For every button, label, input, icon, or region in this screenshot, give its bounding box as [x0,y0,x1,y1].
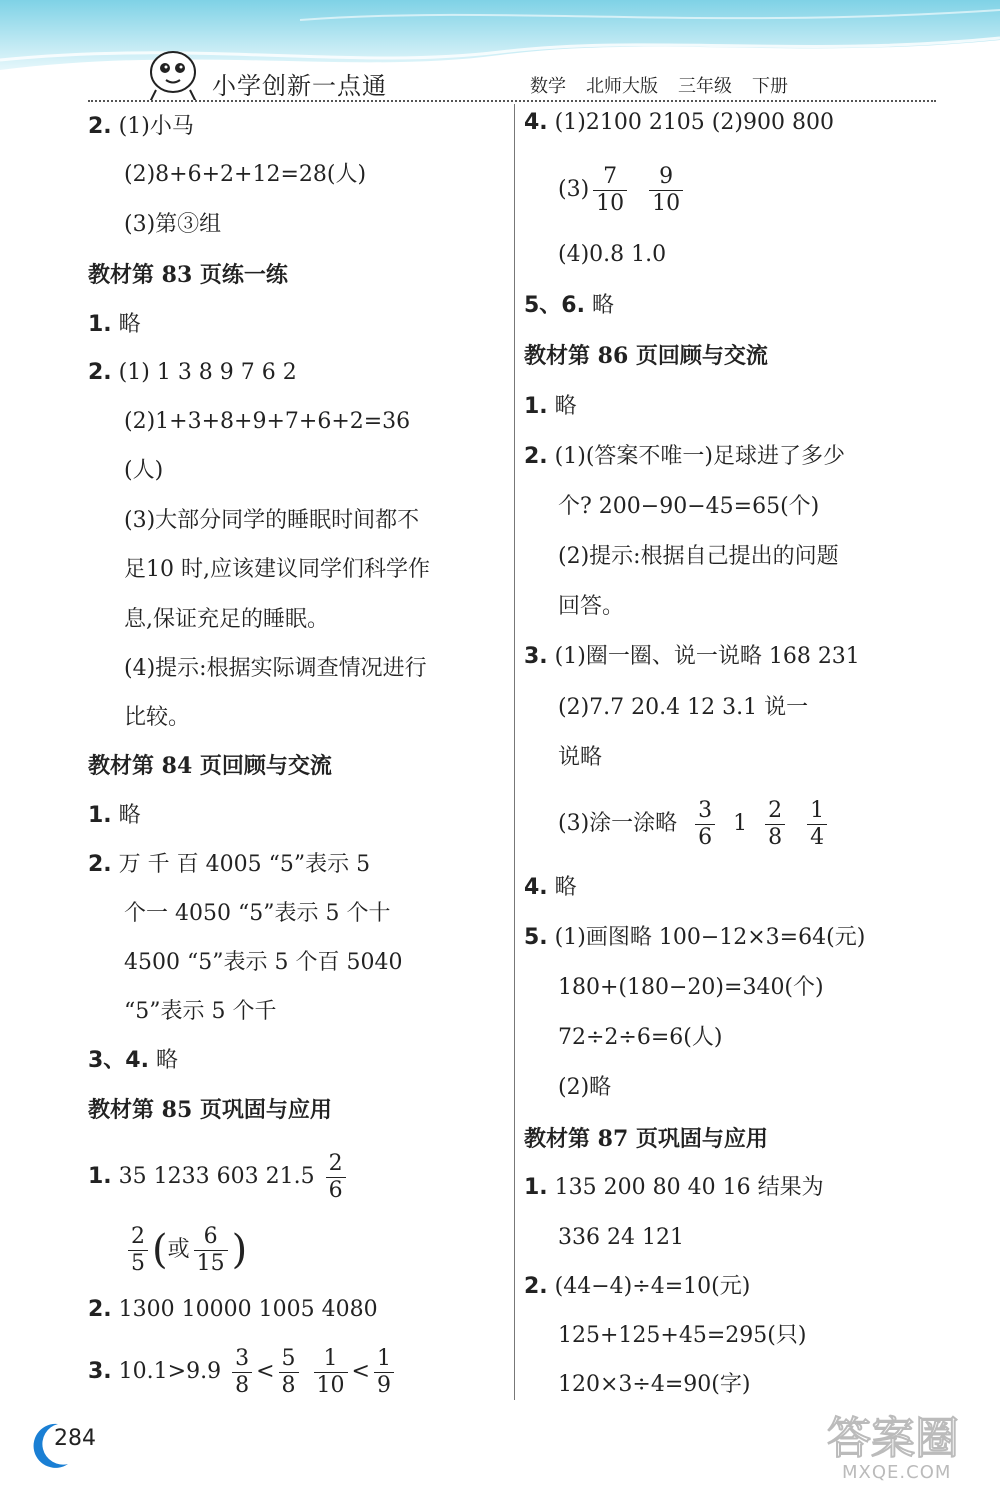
answer-line: 比较。 [124,705,191,730]
section-heading: 教材第 86 页回顾与交流 [524,343,768,369]
answer-line: 个一 4050 “5”表示 5 个十 [124,901,391,926]
book-title: 小学创新一点通 [212,72,387,100]
answer-line: 1. 略 [524,394,577,419]
edition-label: 北师大版 [586,76,658,97]
section-heading: 教材第 83 页练一练 [88,262,288,288]
book-info [530,72,808,98]
page-number: 284 [54,1426,96,1451]
answer-line: 息,保证充足的睡眠。 [124,607,329,632]
answer-line: 125+125+45=295(只) [558,1323,807,1348]
answer-line: 5、6. 略 [524,293,614,318]
answer-line: $\frac{2}{5}$ (或 $\frac{6}{15}$ ) [124,1220,247,1280]
volume-label: 下册 [752,76,788,97]
answer-line: (3)大部分同学的睡眠时间都不 [124,508,420,533]
watermark-url: MXQE.COM [842,1462,952,1483]
answer-line: 个? 200−90−45=65(个) [558,494,820,519]
section-heading: 教材第 85 页巩固与应用 [88,1097,332,1123]
header-divider [88,100,936,102]
answer-line: 4500 “5”表示 5 个百 5040 [124,950,403,975]
answer-line: 1. 略 [88,312,141,337]
answer-line: (3) $\frac{7}{10}$ $\frac{9}{10}$ [558,160,687,220]
section-heading: 教材第 84 页回顾与交流 [88,753,332,779]
answer-line: 180+(180−20)=340(个) [558,975,824,1000]
fraction: $\frac{6}{15}$ [194,1224,228,1277]
answer-line: 1. 35 1233 603 21.5 $\frac{2}{6}$ [88,1147,350,1207]
answer-line: 3. 10.1>9.9 $\frac{3}{8}$ < $\frac{5}{8}$ $\frac{1}{10}$ < $\frac{1}{9}$ [88,1342,398,1402]
section-heading: 教材第 87 页巩固与应用 [524,1126,768,1152]
answer-line: (2)1+3+8+9+7+6+2=36 [124,409,411,434]
fraction: $\frac{2}{6}$ [326,1151,346,1204]
answer-line: 336 24 121 [558,1225,684,1250]
answer-line: 2. (44−4)÷4=10(元) [524,1274,751,1299]
answer-line: (2)略 [558,1075,612,1100]
answer-line: 3、4. 略 [88,1048,178,1073]
answer-line: 2. 1300 10000 1005 4080 [88,1297,378,1322]
column-divider [514,104,515,1400]
subject-label: 数学 [530,76,566,97]
answer-line: 4. 略 [524,875,577,900]
fraction: $\frac{2}{5}$ [128,1224,148,1277]
answer-line: 说略 [558,745,603,770]
answer-line: 5. (1)画图略 100−12×3=64(元) [524,925,866,950]
answer-line: “5”表示 5 个千 [124,999,277,1024]
fraction: $\frac{9}{10}$ [649,164,683,217]
answer-line: 3. (1)圈一圈、说一说略 168 231 [524,644,860,669]
answer-line: 1. 135 200 80 40 16 结果为 [524,1175,824,1200]
answer-line: 4. (1)2100 2105 (2)900 800 [524,110,834,135]
header-banner [0,0,1000,100]
answer-line: 1. 略 [88,803,141,828]
answer-line: (人) [124,458,164,483]
mascot-icon [138,40,218,100]
fraction: $\frac{1}{9}$ [374,1346,394,1399]
answer-line: 72÷2÷6=6(人) [558,1025,723,1050]
fraction: $\frac{1}{4}$ [807,798,827,851]
fraction: $\frac{2}{8}$ [765,798,785,851]
grade-label: 三年级 [678,76,732,97]
answer-line: (3)涂一涂略 $\frac{3}{6}$ 1 $\frac{2}{8}$ $\frac{1}{4}$ [558,794,831,854]
answer-line: (4)提示:根据实际调查情况进行 [124,656,427,681]
fraction: $\frac{5}{8}$ [279,1346,299,1399]
answer-line: 回答。 [558,594,625,619]
watermark-text: 答案圈 [827,1413,959,1464]
answer-line: 2. (1) 1 3 8 9 7 6 2 [88,360,297,385]
answer-line: (2)提示:根据自己提出的问题 [558,544,839,569]
fraction: $\frac{3}{8}$ [232,1346,252,1399]
answer-line: (2)8+6+2+12=28(人) [124,162,367,187]
answer-line: (3)第③组 [124,212,222,237]
answer-line: 2. (1)小马 [88,114,194,139]
fraction: $\frac{7}{10}$ [593,164,627,217]
answer-line: 2. 万 千 百 4005 “5”表示 5 [88,852,371,877]
fraction: $\frac{1}{10}$ [314,1346,348,1399]
answer-line: 120×3÷4=90(字) [558,1372,751,1397]
answer-line: (2)7.7 20.4 12 3.1 说一 [558,695,809,720]
answer-line: 足10 时,应该建议同学们科学作 [124,557,430,582]
fraction: $\frac{3}{6}$ [695,798,715,851]
answer-line: 2. (1)(答案不唯一)足球进了多少 [524,444,846,469]
answer-line: (4)0.8 1.0 [558,242,667,267]
